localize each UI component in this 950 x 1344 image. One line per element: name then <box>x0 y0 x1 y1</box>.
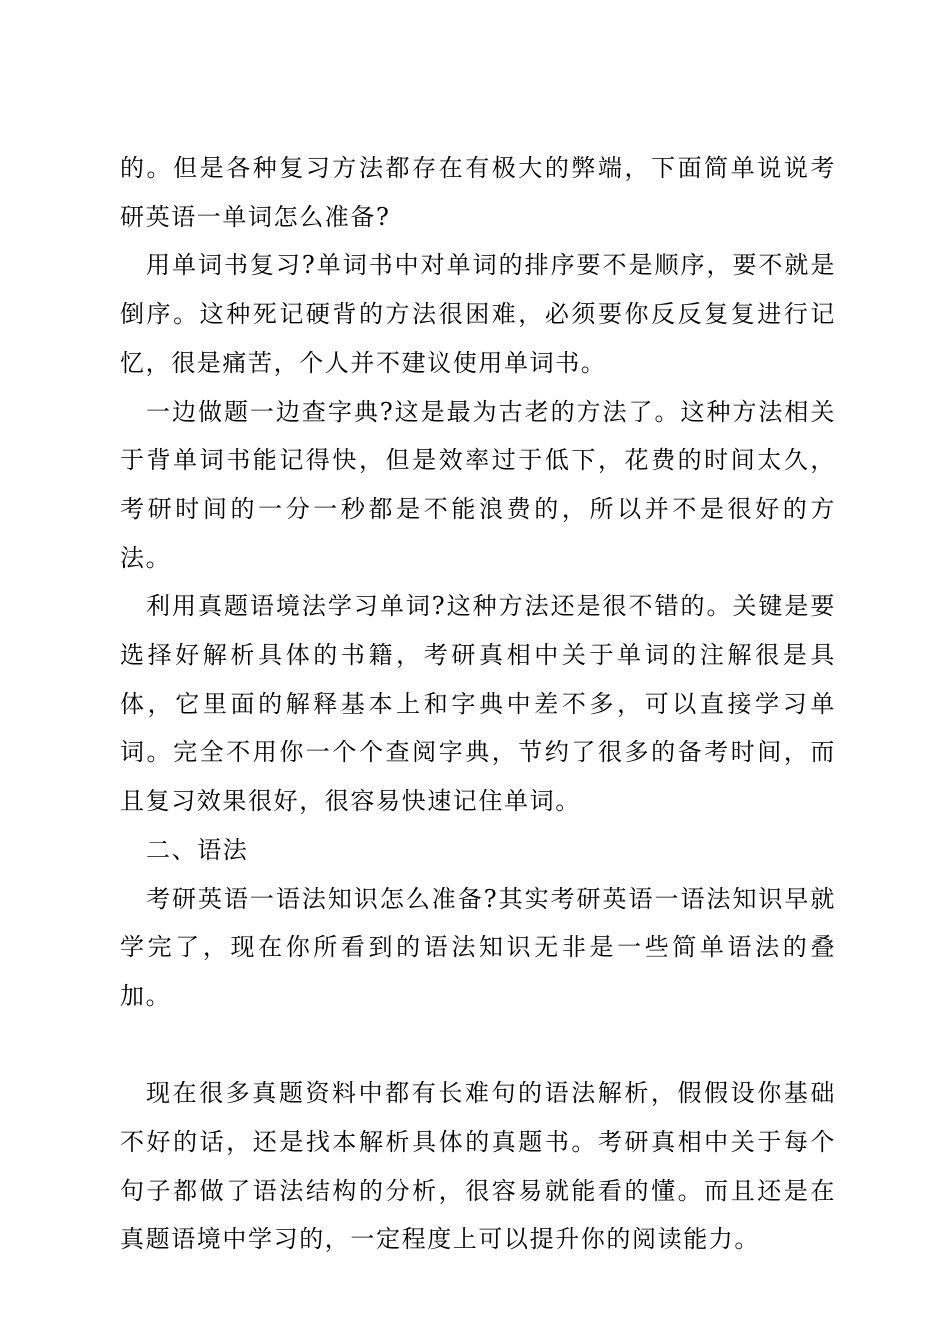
paragraph-context-method: 利用真题语境法学习单词?这种方法还是很不错的。关键是要选择好解析具体的书籍，考研真相中关于单词的注解很是具体，它里面的解释基本上和字典中差不多，可以直接学习单词。完全不用你一个个查阅字典，节约了很多的备考时间，而且复习效果很好，很容易快速记住单词。 <box>120 592 836 816</box>
section-heading-grammar: 二、语法 <box>146 835 249 864</box>
blank-line <box>120 1021 836 1070</box>
paragraph-word-book: 用单词书复习?单词书中对单词的排序要不是顺序，要不就是倒序。这种死记硬背的方法很困难，必须要你反反复复进行记忆，很是痛苦，个人并不建议使用单词书。 <box>120 251 836 377</box>
paragraph-grammar-analysis: 现在很多真题资料中都有长难句的语法解析，假假设你基础不好的话，还是找本解析具体的真题书。考研真相中关于每个句子都做了语法结构的分析，很容易就能看的懂。而且还是在真题语境中学习的，一定程度上可以提升你的阅读能力。 <box>120 1079 836 1254</box>
paragraph-continuation: 的。但是各种复习方法都存在有极大的弊端，下面简单说说考研英语一单词怎么准备? <box>120 154 836 231</box>
document-body <box>120 144 836 1264</box>
paragraph-grammar-intro: 考研英语一语法知识怎么准备?其实考研英语一语法知识早就学完了，现在你所看到的语法知识无非是一些简单语法的叠加。 <box>120 884 836 1010</box>
paragraph-dictionary: 一边做题一边查字典?这是最为古老的方法了。这种方法相关于背单词书能记得快，但是效率过于低下，花费的时间太久，考研时间的一分一秒都是不能浪费的，所以并不是很好的方法。 <box>120 397 836 572</box>
